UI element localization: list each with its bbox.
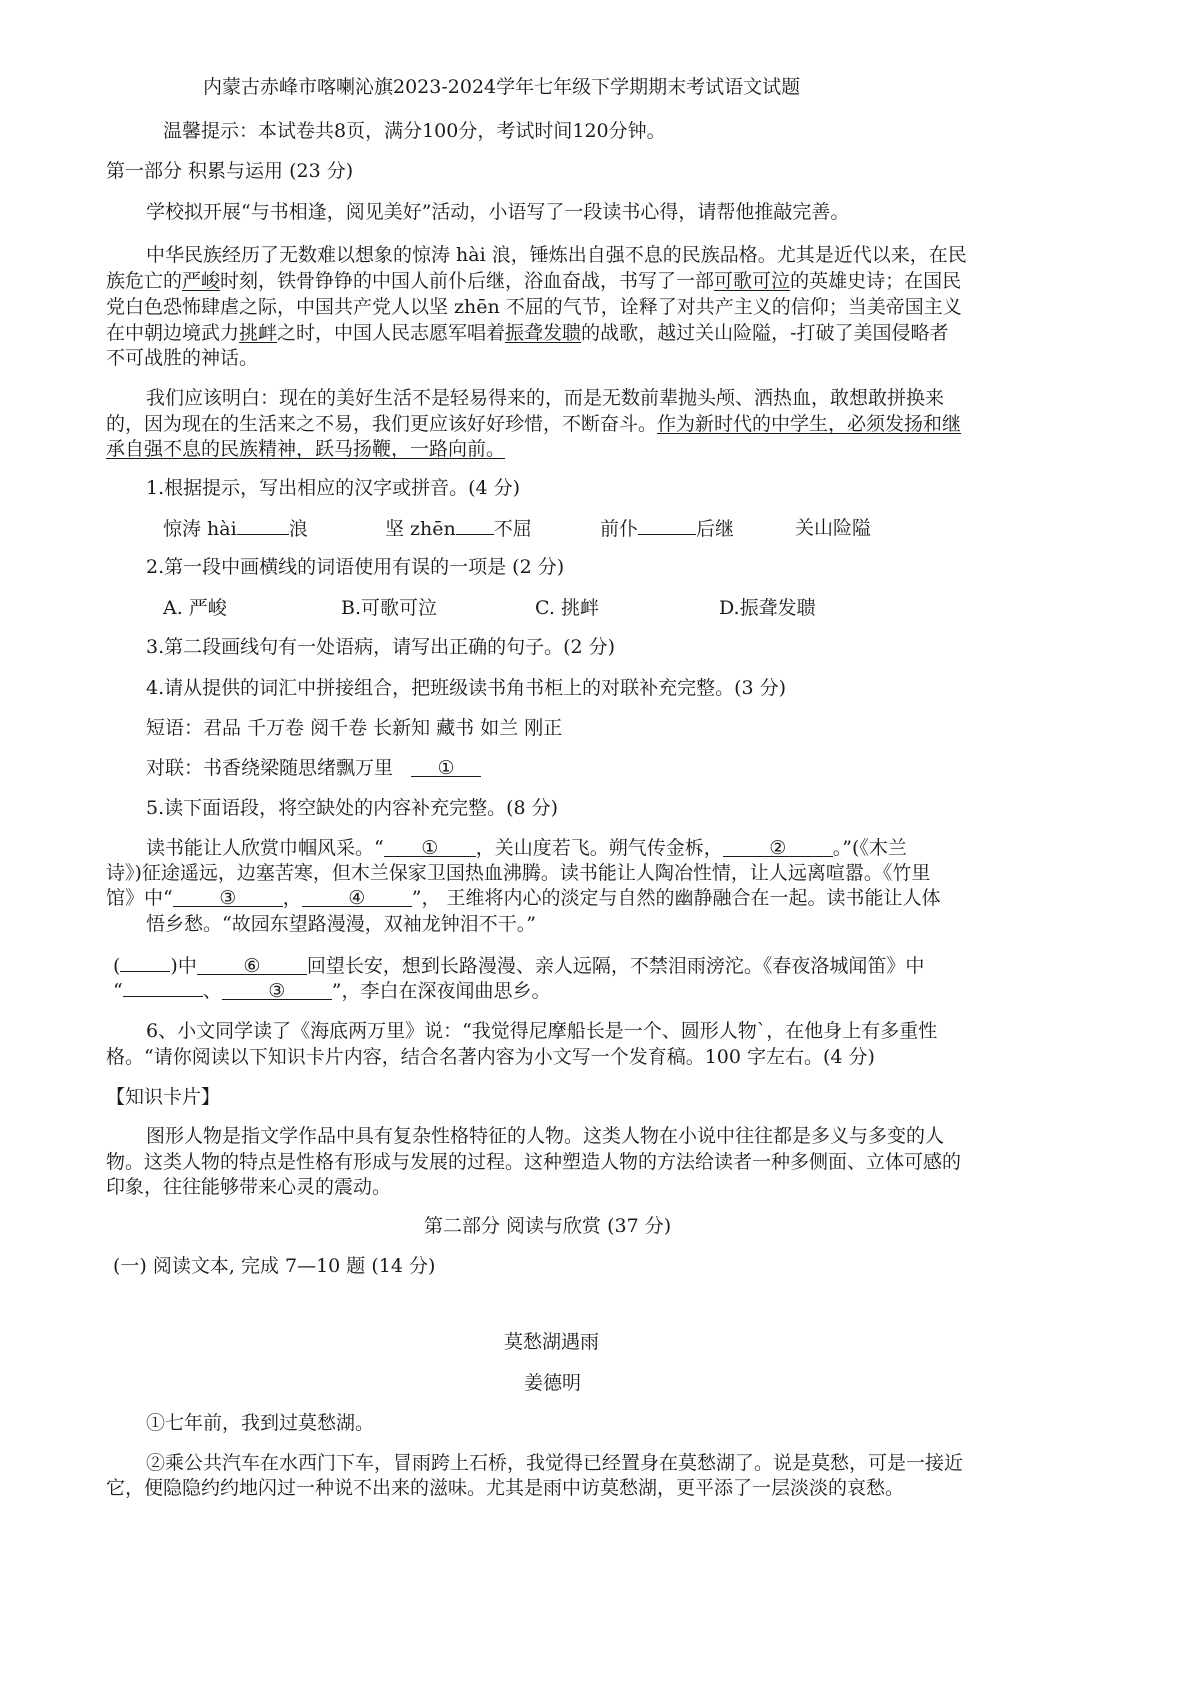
exam-tip: 温馨提示：本试卷共8页，满分100分，考试时间120分钟。 xyxy=(163,120,666,142)
article-title: 莫愁湖遇雨 xyxy=(504,1331,600,1353)
q4-phrases: 短语：君品 千万卷 阅千卷 长新知 藏书 如兰 刚正 xyxy=(146,717,563,739)
article-para-1: ①七年前，我到过莫愁湖。 xyxy=(146,1412,375,1434)
word-kegekeqi: 可歌可泣 xyxy=(714,270,791,292)
q5-line-2: 诗》)征途遥远，边塞苦寒，但木兰保家卫国热血沸腾。读书能让人陶冶性情，让人远离喧嚣。《竹里 xyxy=(106,862,931,884)
answer-blank[interactable] xyxy=(638,516,696,535)
q5-line-1: 读书能让人欣赏巾帼风采。“ ① ，关山度若飞。朔气传金柝， ② 。”(《木兰 xyxy=(146,837,907,859)
blank-6[interactable]: ⑥ xyxy=(197,956,307,975)
option-c[interactable]: C. 挑衅 xyxy=(535,597,599,619)
q1-item-4: 关山险隘 xyxy=(795,517,872,539)
blank-2[interactable]: ② xyxy=(723,838,833,857)
q4-couplet: 对联：书香绕梁随思绪飘万里 ① xyxy=(146,756,481,780)
word-tiaoxin: 挑衅 xyxy=(239,322,278,344)
question-1: 1.根据提示，写出相应的汉字或拼音。(4 分) xyxy=(146,477,521,499)
q5-line-4: 悟乡愁。“故园东望路漫漫，双袖龙钟泪不干。” xyxy=(146,913,536,935)
q5-line-6: “ 、 ③ ”，李白在深夜闻曲思乡。 xyxy=(113,980,551,1002)
article-para-2-line-2: 它，便隐隐约约地闪过一种说不出来的滋味。尤其是雨中访莫愁湖，更平添了一层淡淡的哀愁。 xyxy=(106,1477,905,1499)
couplet-blank[interactable]: ① xyxy=(411,758,481,777)
blank-8[interactable]: ③ xyxy=(222,981,332,1000)
sick-sentence: 作为新时代的中学生，必须发扬和继 xyxy=(657,413,962,435)
p2-line-3: 承自强不息的民族精神，跃马扬鞭，一路向前。 xyxy=(106,438,506,460)
q5-line-3: 馆》中“ ③ ， ④ ”， 王维将内心的淡定与自然的幽静融合在一起。读书能让人体 xyxy=(106,887,941,909)
q1-item-2: 坚 zhēn 不屈 xyxy=(385,518,532,540)
p1-line-1: 中华民族经历了无数难以想象的惊涛 hài 浪，锤炼出自强不息的民族品格。尤其是近代以来，在民 xyxy=(146,244,967,266)
part1-heading: 第一部分 积累与运用 (23 分) xyxy=(106,160,354,182)
option-a[interactable]: A. 严峻 xyxy=(163,597,227,619)
p1-line-3: 党白色恐怖肆虐之际，中国共产党人以坚 zhēn 不屈的气节，诠释了对共产主义的信仰；当美帝国主义 xyxy=(106,296,962,318)
part1-intro: 学校拟开展“与书相逢，阅见美好”活动，小语写了一段读书心得，请帮他推敲完善。 xyxy=(146,201,850,223)
knowledge-card-title: 【知识卡片】 xyxy=(106,1086,221,1108)
card-line-1: 图形人物是指文学作品中具有复杂性格特征的人物。这类人物在小说中往往都是多义与多变的人 xyxy=(146,1125,945,1147)
option-d[interactable]: D.振聋发聩 xyxy=(719,597,816,619)
blank-1[interactable]: ① xyxy=(384,838,476,857)
blank-4[interactable]: ④ xyxy=(302,888,412,907)
q5-line-5: ( )中 ⑥ 回望长安，想到长路漫漫、亲人远隔，不禁泪雨滂沱。《春夜洛城闻笛》中 xyxy=(113,955,925,977)
word-yanjun: 严峻 xyxy=(182,270,221,292)
q1-item-3: 前仆 后继 xyxy=(600,518,735,540)
p2-line-2: 的，因为现在的生活来之不易，我们更应该好好珍惜，不断奋斗。作为新时代的中学生，必须发扬和继 xyxy=(106,413,962,435)
answer-blank[interactable] xyxy=(456,516,494,535)
blank-5[interactable] xyxy=(120,953,170,972)
card-line-3: 印象，往往能够带来心灵的震动。 xyxy=(106,1176,392,1198)
part2-heading: 第二部分 阅读与欣赏 (37 分) xyxy=(424,1215,672,1237)
q1-item-1: 惊涛 hài 浪 xyxy=(163,518,308,540)
card-line-2: 物。这类人物的特点是性格有形成与发展的过程。这种塑造人物的方法给读者一种多侧面、立体可感的 xyxy=(106,1151,962,1173)
option-b[interactable]: B.可歌可泣 xyxy=(341,597,438,619)
p1-line-2: 族危亡的严峻时刻，铁骨铮铮的中国人前仆后继，浴血奋战，书写了一部可歌可泣的英雄史诗；在国民 xyxy=(106,270,962,292)
article-para-2-line-1: ②乘公共汽车在水西门下车，冒雨跨上石桥，我觉得已经置身在莫愁湖了。说是莫愁，可是一接近 xyxy=(146,1452,964,1474)
blank-7[interactable] xyxy=(123,978,203,997)
q6-line-2: 格。“请你阅读以下知识卡片内容，结合名著内容为小文写一个发育稿。100 字左右。(4 分) xyxy=(106,1046,875,1068)
question-3: 3.第二段画线句有一处语病，请写出正确的句子。(2 分) xyxy=(146,636,616,658)
question-5: 5.读下面语段，将空缺处的内容补充完整。(8 分) xyxy=(146,797,559,819)
p1-line-4: 在中朝边境武力挑衅之时，中国人民志愿军唱着振聋发聩的战歌，越过关山险隘，-打破了美国侵略者 xyxy=(106,322,949,344)
word-zhenlongfakui: 振聋发聩 xyxy=(505,322,582,344)
question-4: 4.请从提供的词汇中拼接组合，把班级读书角书柜上的对联补充完整。(3 分) xyxy=(146,677,787,699)
answer-blank[interactable] xyxy=(237,516,289,535)
article-author: 姜德明 xyxy=(524,1372,582,1394)
q6-line-1: 6、小文同学读了《海底两万里》说：“我觉得尼摩船长是一个、圆形人物`，在他身上有多重性 xyxy=(146,1020,938,1042)
exam-title: 内蒙古赤峰市喀喇沁旗2023-2024学年七年级下学期期末考试语文试题 xyxy=(203,76,801,98)
p2-line-1: 我们应该明白：现在的美好生活不是轻易得来的，而是无数前辈抛头颅、洒热血，敢想敢拼换来 xyxy=(146,387,945,409)
question-2: 2.第一段中画横线的词语使用有误的一项是 (2 分) xyxy=(146,556,565,578)
blank-3[interactable]: ③ xyxy=(173,888,283,907)
p1-line-5: 不可战胜的神话。 xyxy=(106,347,259,369)
part2-subheading: (一) 阅读文本, 完成 7—10 题 (14 分) xyxy=(113,1255,436,1277)
